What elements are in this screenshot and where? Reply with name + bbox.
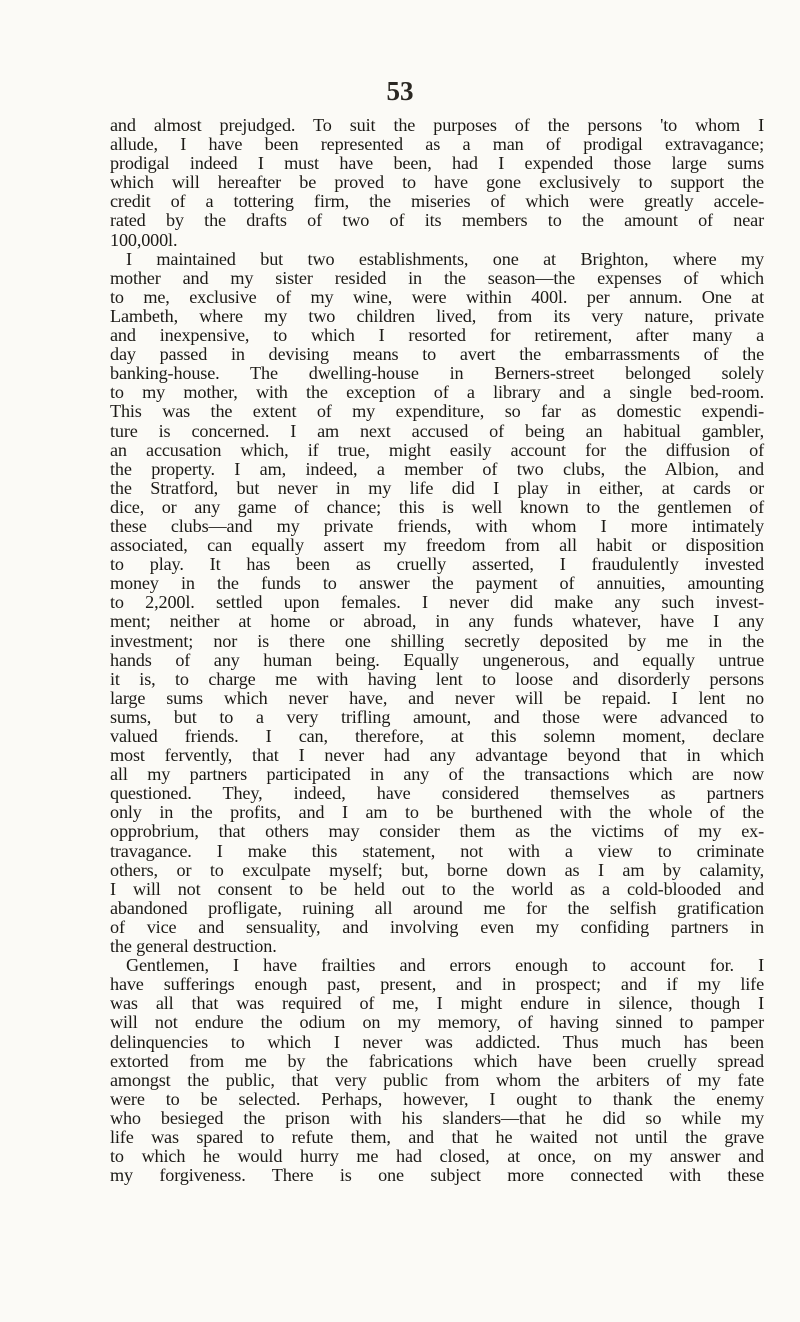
text-line: to my mother, with the exception of a library and a single bed-room. xyxy=(110,382,764,403)
text-line: was all that was required of me, I might endure in silence, though I xyxy=(110,993,764,1014)
text-line: money in the funds to answer the payment of annuities, amounting xyxy=(110,573,764,594)
text-line: extorted from me by the fabrications which have been cruelly spread xyxy=(110,1050,764,1071)
text-line: to me, exclusive of my wine, were within 400l. per annum. One at xyxy=(110,286,764,307)
text-line: credit of a tottering firm, the miseries of which were greatly accele- xyxy=(110,191,764,212)
text-line: ture is concerned. I am next accused of being an habitual gambler, xyxy=(110,420,764,441)
text-line: large sums which never have, and never will be repaid. I lent no xyxy=(110,687,764,708)
text-line: day passed in devising means to avert the embarrassments of the xyxy=(110,344,764,365)
text-line: I maintained but two establishments, one at Brighton, where my xyxy=(126,248,764,269)
text-line: my forgiveness. There is one subject more connected with these xyxy=(110,1165,764,1186)
text-line: investment; nor is there one shilling secretly deposited by me in the xyxy=(110,630,764,651)
text-line: This was the extent of my expenditure, so far as domestic expendi- xyxy=(110,401,764,422)
text-line: which will hereafter be proved to have gone exclusively to support the xyxy=(110,172,764,193)
text-line: all my partners participated in any of the transactions which are now xyxy=(110,764,764,785)
text-line: the property. I am, indeed, a member of two clubs, the Albion, and xyxy=(110,458,764,479)
text-line: I will not consent to be held out to the world as a cold-blooded and xyxy=(110,878,764,899)
text-line: the Stratford, but never in my life did I play in either, at cards or xyxy=(110,477,764,498)
text-line: questioned. They, indeed, have considered themselves as partners xyxy=(110,783,764,804)
text-line: to which he would hurry me had closed, at once, on my answer and xyxy=(110,1146,764,1167)
text-line: were to be selected. Perhaps, however, I ought to thank the enemy xyxy=(110,1088,764,1109)
text-line: life was spared to refute them, and that he waited not until the grave xyxy=(110,1126,764,1147)
text-line: valued friends. I can, therefore, at this solemn moment, declare xyxy=(110,726,764,746)
text-line: an accusation which, if true, might easily account for the diffusion of xyxy=(110,439,764,460)
text-line: Lambeth, where my two children lived, from its very nature, private xyxy=(110,305,764,326)
text-line: associated, can equally assert my freedom from all habit or disposition xyxy=(110,535,764,556)
text-line: 100,000l. xyxy=(110,229,178,250)
text-line: to play. It has been as cruelly asserted, I fraudulently invested xyxy=(110,554,764,575)
text-line: amongst the public, that very public from whom the arbiters of my fate xyxy=(110,1069,764,1090)
text-line: mother and my sister resided in the season—the expenses of which xyxy=(110,267,764,288)
text-line: Gentlemen, I have frailties and errors enough to account for. I xyxy=(126,955,764,976)
text-line: travagance. I make this statement, not with a view to criminate xyxy=(110,840,764,861)
text-line: abandoned profligate, ruining all around me for the selfish gratification xyxy=(110,897,764,918)
text-line: others, or to exculpate myself; but, borne down as I am by calamity, xyxy=(110,859,764,880)
text-line: sums, but to a very trifling amount, and those were advanced to xyxy=(110,706,764,727)
text-line: banking-house. The dwelling-house in Berners-street belonged solely xyxy=(110,363,764,384)
text-line: it is, to charge me with having lent to loose and disorderly persons xyxy=(110,668,764,689)
text-line: who besieged the prison with his slanders—that he did so while my xyxy=(110,1107,764,1128)
text-line: have sufferings enough past, present, and in prospect; and if my life xyxy=(110,974,764,995)
text-line: allude, I have been represented as a man of prodigal extravagance; xyxy=(110,134,764,155)
text-line: most fervently, that I never had any advantage beyond that in which xyxy=(110,745,764,766)
text-line: these clubs—and my private friends, with whom I more intimately xyxy=(110,515,764,536)
text-line: delinquencies to which I never was addicted. Thus much has been xyxy=(110,1031,764,1052)
text-line: only in the profits, and I am to be burthened with the whole of the xyxy=(110,802,764,823)
text-line: and inexpensive, to which I resorted for retirement, after many a xyxy=(110,325,764,346)
text-line: opprobrium, that others may consider them as the victims of my ex- xyxy=(110,821,764,842)
body-text xyxy=(110,116,764,1185)
text-line: of vice and sensuality, and involving even my confiding partners in xyxy=(110,916,764,937)
page-number: 53 xyxy=(386,76,414,106)
text-line: to 2,200l. settled upon females. I never did make any such invest- xyxy=(110,592,764,613)
text-line: rated by the drafts of two of its members to the amount of near xyxy=(110,210,764,231)
text-line: dice, or any game of chance; this is well known to the gentlemen of xyxy=(110,496,764,517)
text-line: and almost prejudged. To suit the purposes of the persons 'to whom I xyxy=(110,115,764,135)
text-line: ment; neither at home or abroad, in any funds whatever, have I any xyxy=(110,611,764,632)
text-line: the general destruction. xyxy=(110,936,277,957)
text-line: hands of any human being. Equally ungenerous, and equally untrue xyxy=(110,649,764,670)
text-line: prodigal indeed I must have been, had I expended those large sums xyxy=(110,153,764,174)
text-line: will not endure the odium on my memory, of having sinned to pamper xyxy=(110,1012,764,1033)
